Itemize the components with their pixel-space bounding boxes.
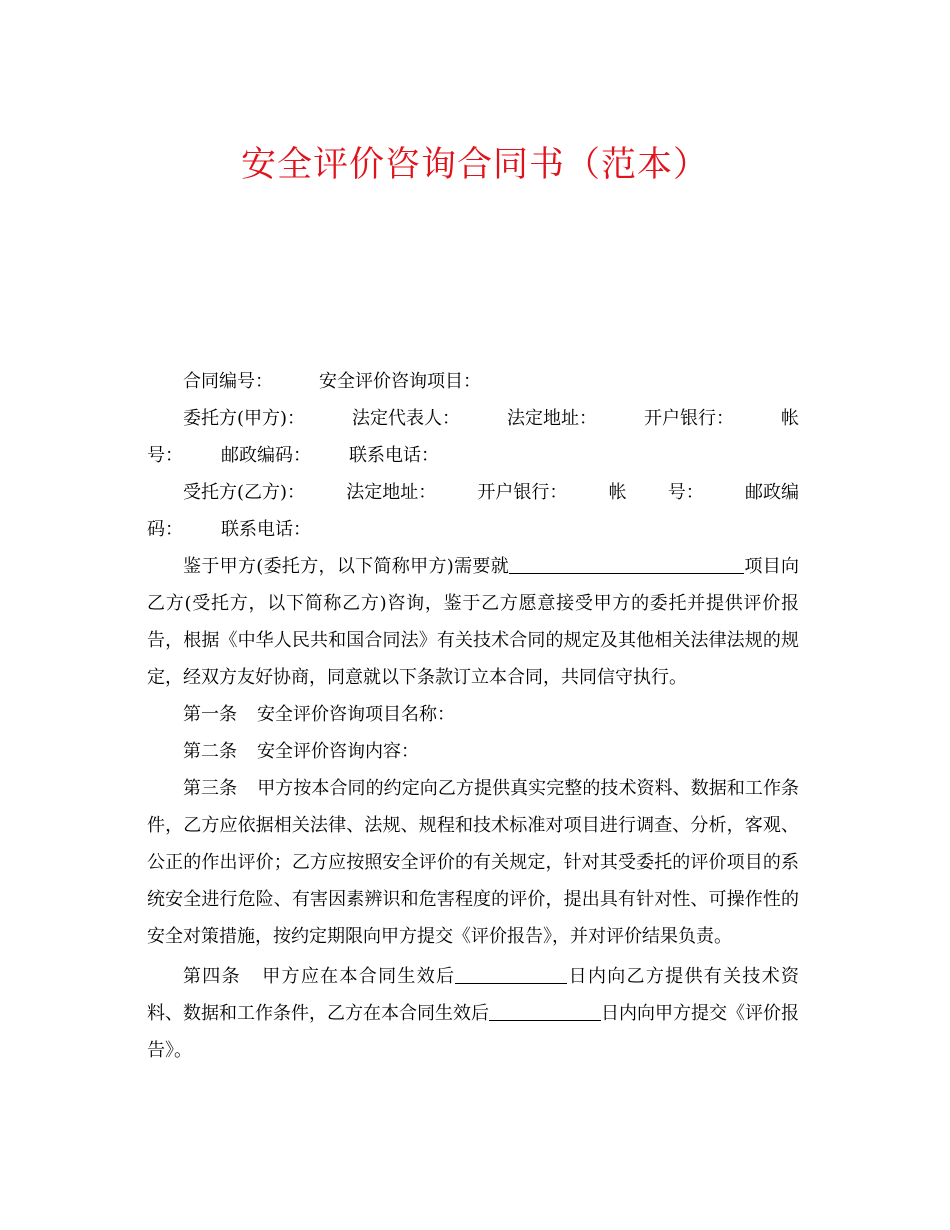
document-body — [147, 363, 799, 1069]
phone-label: 联系电话： — [349, 445, 439, 466]
article-4-part3: 日内向甲方提交《评价报告》。 — [147, 1003, 799, 1061]
article-1-label: 第一条 — [183, 704, 237, 725]
contractor-line-2 — [147, 511, 799, 548]
article-4 — [147, 958, 799, 1069]
contract-number-label: 合同编号： — [183, 371, 273, 392]
legal-address-label: 法定地址： — [507, 408, 598, 429]
preamble-part2: 项目向乙方(受托方，以下简称乙方)咨询，鉴于乙方愿意接受甲方的委托并提供评价报告，根据《中华人民共和国合同法》有关技术合同的规定及其他相关法律法规的规定，经双方友好协商，同意就以下条款订立本合同，共同信守执行。 — [147, 556, 800, 688]
preamble-part1: 鉴于甲方(委托方，以下简称甲方)需要就 — [183, 556, 510, 577]
project-name-blank[interactable] — [509, 551, 744, 574]
contractor-address-label: 法定地址： — [346, 482, 437, 503]
document-title: 安全评价咨询合同书（范本） — [240, 145, 709, 185]
article-4-label: 第四条 — [183, 966, 241, 987]
contractor-bank-label: 开户银行： — [477, 482, 568, 503]
contractor-postcode-part2: 码： — [147, 519, 183, 540]
contractor-phone-label: 联系电话： — [221, 519, 311, 540]
article-4-part2: 日内向乙方提供有关技术资料、数据和工作条件，乙方在本合同生效后 — [147, 966, 800, 1024]
days-blank-1[interactable] — [455, 961, 567, 984]
preamble-paragraph — [147, 548, 799, 696]
article-2 — [147, 733, 799, 770]
client-line-1 — [147, 400, 799, 437]
project-label: 安全评价咨询项目： — [319, 371, 481, 392]
client-label: 委托方(甲方)： — [183, 408, 306, 429]
contract-number-line — [147, 363, 799, 400]
postcode-label: 邮政编码： — [221, 445, 311, 466]
contractor-account-part1: 帐 — [608, 482, 627, 503]
article-2-label: 第二条 — [183, 741, 237, 762]
article-2-text: 安全评价咨询内容： — [257, 741, 419, 762]
account-label-part1: 帐 — [780, 408, 799, 429]
article-3-label: 第三条 — [183, 778, 238, 799]
account-label-part2: 号： — [147, 445, 183, 466]
article-3 — [147, 770, 799, 955]
contractor-line-1 — [147, 474, 799, 511]
bank-label: 开户银行： — [644, 408, 734, 429]
days-blank-2[interactable] — [489, 998, 601, 1021]
article-1-text: 安全评价咨询项目名称： — [257, 704, 455, 725]
article-4-part1: 甲方应在本合同生效后 — [260, 966, 456, 987]
contractor-account-part2: 号： — [667, 482, 704, 503]
article-1 — [147, 696, 799, 733]
contractor-label: 受托方(乙方)： — [183, 482, 306, 503]
legal-rep-label: 法定代表人： — [352, 408, 461, 429]
client-line-2 — [147, 437, 799, 474]
contractor-postcode-part1: 邮政编 — [744, 482, 799, 503]
article-3-text: 甲方按本合同的约定向乙方提供真实完整的技术资料、数据和工作条件，乙方应依据相关法律、法规、规程和技术标准对项目进行调查、分析，客观、公正的作出评价；乙方应按照安全评价的有关规定，针对其受委托的评价项目的系统安全进行危险、有害因素辨识和危害程度的评价，提出具有针对性、可操作性的安全对策措施，按约定期限向甲方提交《评价报告》，并对评价结果负责。 — [147, 778, 800, 947]
